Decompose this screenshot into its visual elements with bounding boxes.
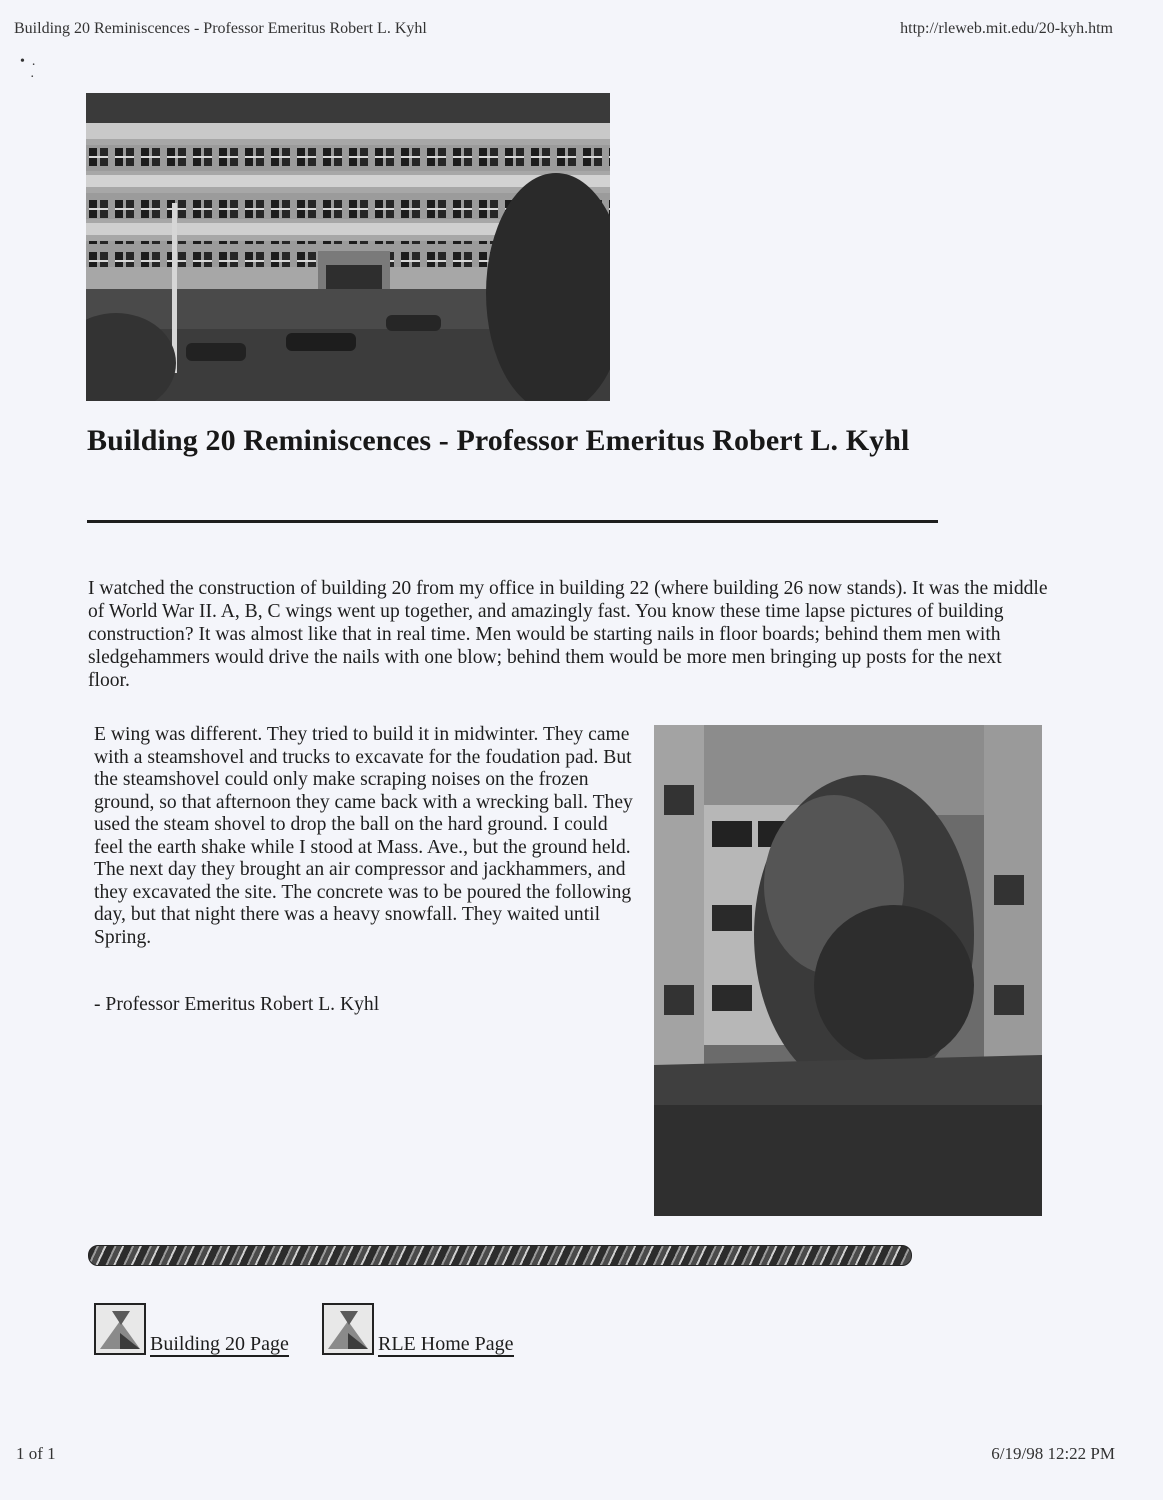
building-20-exterior-photo [86,93,610,401]
broken-image-icon [322,1303,374,1355]
page-title: Building 20 Reminiscences - Professor Emeritus Robert L. Kyhl [87,424,910,457]
print-datetime: 6/19/98 12:22 PM [991,1444,1115,1463]
building-20-courtyard-photo [654,725,1042,1216]
print-header-title: Building 20 Reminiscences - Professor Emeritus Robert L. Kyhl [14,20,427,37]
broken-image-icon [94,1303,146,1355]
page-count: 1 of 1 [16,1444,56,1463]
building-20-page-link[interactable] [94,1303,289,1355]
rope-divider [88,1245,912,1266]
rle-home-page-label[interactable]: RLE Home Page [378,1333,514,1355]
rle-home-page-link[interactable] [322,1303,514,1355]
paragraph-e-wing: E wing was different. They tried to build it in midwinter. They came with a steamshovel and trucks to excavate for the foudation pad. But the steamshovel could only make scraping noises on the frozen ground, so that afternoon they came back with a wrecking ball. They used the steam shovel to drop the ball on the hard ground. I could feel the earth shake while I stood at Mass. Ave., but the ground held. The next day they brought an air compressor and jackhammers, and they excavated the site. The concrete was to be poured the following day, but that night there was a heavy snowfall. They waited until Spring. [94,724,633,948]
title-divider [87,520,938,523]
building-20-page-label[interactable]: Building 20 Page [150,1333,289,1355]
paragraph-construction: I watched the construction of building 20 from my office in building 22 (where building 26 now stands). It was the middle of World War II. A, B, C wings went up together, and amazingly fast. You know these time lapse pictures of building construction? It was almost like that in real time. Men would be starting nails in floor boards; behind them men with sledgehammers would drive the nails with one blow; behind them would be more men bringing up posts for the next floor. [88,578,1048,691]
author-signature: - Professor Emeritus Robert L. Kyhl [94,994,380,1015]
scan-marks: • . . [20,54,36,81]
print-header-url: http://rleweb.mit.edu/20-kyh.htm [900,20,1113,37]
